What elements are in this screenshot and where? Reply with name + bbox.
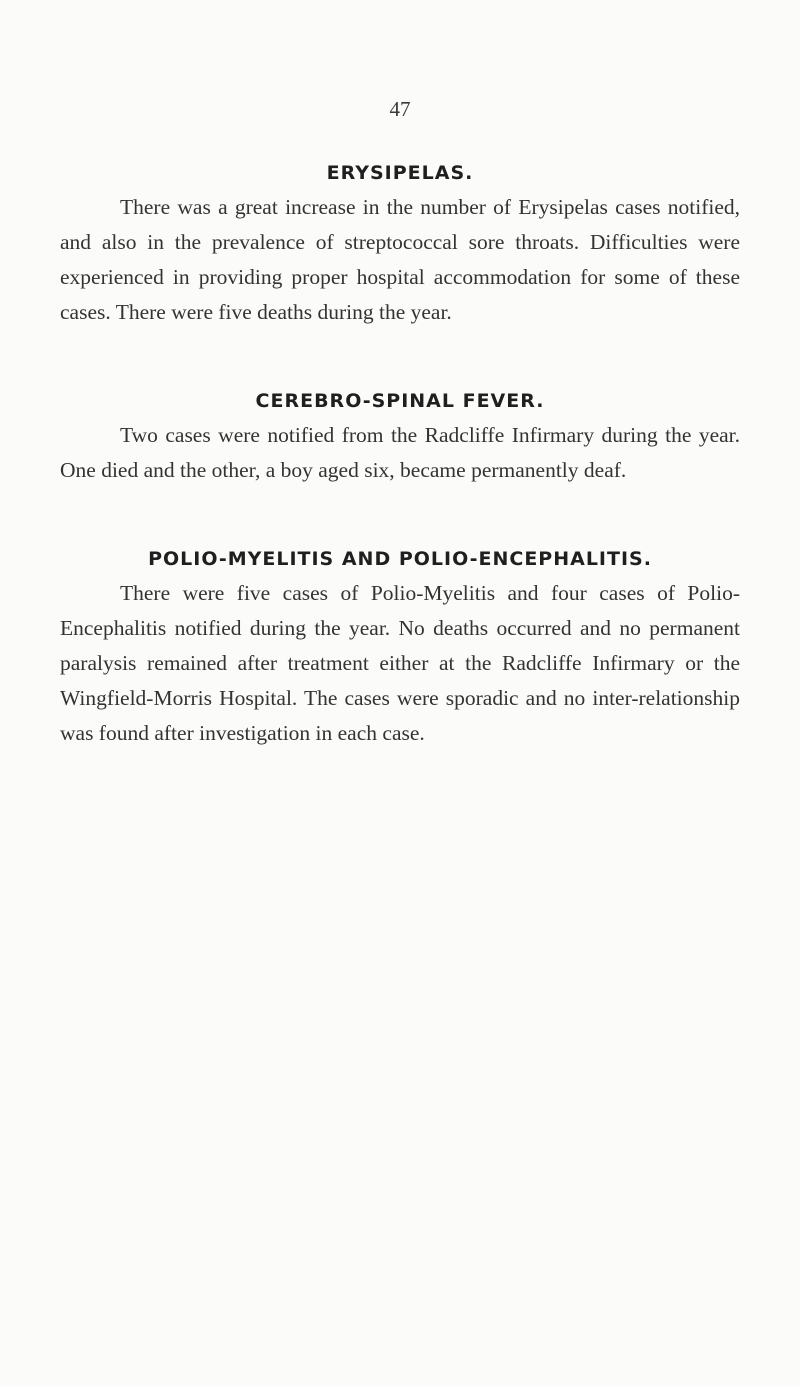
section-body: There were five cases of Polio-Myelitis and four cases of Polio-Encephalitis notified during the year. No deaths occurred and no permanent paralysis remained after treatment either at the Radcliffe Infirmary or the Wingfield-Morris Hospital. The cases were sporadic and no inter-relationship was found after investigation in each case. bbox=[60, 581, 740, 745]
section-heading: ERYSIPELAS. bbox=[326, 162, 474, 184]
section-body: There was a great increase in the number of Erysipelas cases notified, and also in the prevalence of streptococcal sore throats. Difficulties were experienced in providing proper hospital accommodation for some of these cases. There were five deaths during the year. bbox=[60, 195, 740, 324]
section-cerebro-spinal-fever bbox=[60, 390, 740, 488]
section-erysipelas bbox=[60, 162, 740, 330]
section-polio bbox=[60, 548, 740, 751]
section-heading: CEREBRO-SPINAL FEVER. bbox=[255, 390, 545, 412]
section-body: Two cases were notified from the Radcliffe Infirmary during the year. One died and the other, a boy aged six, became permanently deaf. bbox=[60, 423, 740, 482]
page-number: 47 bbox=[389, 97, 411, 121]
section-heading: POLIO-MYELITIS AND POLIO-ENCEPHALITIS. bbox=[148, 548, 652, 570]
